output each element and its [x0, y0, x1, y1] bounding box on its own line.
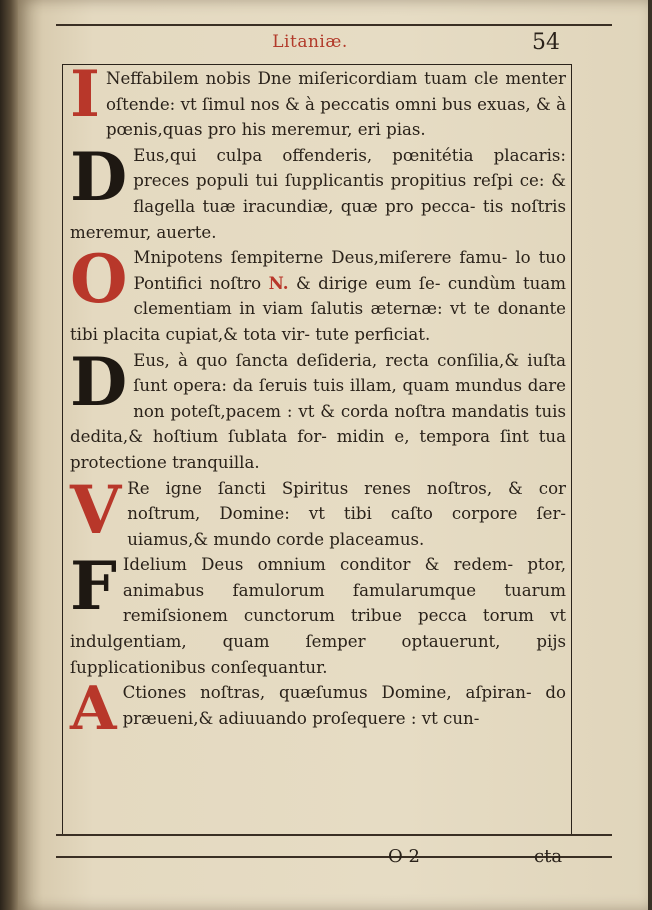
- prayer-text: Neffabilem nobis Dne miſericordiam tuam cle menter oſtende: vt ſimul nos & à peccatis omni bus exuas, & à pœnis,quas pro his meremur, eri pias.: [105, 69, 566, 140]
- prayer-text: Idelium Deus omnium conditor & redem- ptor, animabus famulorum famularumque tuarum remiſsionem cunctorum tribue pecca torum vt indulgentiam, quam ſemper optauerunt, pijs ſupplicationibus conſequantur.: [70, 555, 566, 677]
- prayer-4: [70, 342, 566, 476]
- running-head: Litaniæ.: [272, 32, 348, 52]
- prayer-text: Ctiones noſtras, quæſumus Domine, aſpiran- do præueni,& adiuuando proſequere : vt cun-: [122, 683, 566, 728]
- prayer-text-after: & dirige eum ſe- cundùm tuam clementiam in viam ſalutis æternæ: vt te donante tibi placita cupiat,& tota vir- tute perficiat.: [70, 273, 566, 344]
- footer-rule: [56, 856, 612, 858]
- prayer-1: [70, 57, 566, 143]
- prayer-text: Re igne ſancti Spiritus renes noſtros, & cor noſtrum, Domine: vt tibi caſto corpore ſer- uiamus,& mundo corde placeamus.: [127, 478, 566, 549]
- drop-capital: I: [70, 57, 100, 132]
- prayer-3: [70, 240, 566, 347]
- prayer-text: Eus,qui culpa offenderis, pœnitétia placaris: preces populi tui ſupplicantis propitius reſpi ce: & flagella tuæ iracundiæ, quæ pro pecca- tis noſtris meremur, auerte.: [70, 145, 566, 242]
- drop-capital: A: [70, 674, 117, 745]
- drop-capital: D: [70, 342, 128, 421]
- bottom-rule: [56, 834, 612, 836]
- drop-capital: F: [70, 547, 117, 626]
- drop-capital: O: [70, 240, 128, 319]
- prayer-6: [70, 547, 566, 680]
- prayer-7: [70, 674, 566, 745]
- page-body: [70, 57, 566, 745]
- prayer-text: [70, 240, 566, 347]
- name-placeholder-mark: N.: [268, 272, 289, 293]
- prayer-5: [70, 470, 566, 553]
- drop-capital: V: [70, 470, 122, 549]
- prayer-text: Eus, à quo ſancta deſideria, recta conſilia,& iuſta ſunt opera: da ſeruis tuis illam, quam mundus dare non poteſt,pacem : vt & corda noſtra mandatis tuis dedita,& hoſtium ſublata for- midin e, tempora ſint tua protectione tranquilla.: [70, 350, 566, 472]
- page-number: 54: [532, 30, 560, 55]
- prayer-text-before: Mnipotens ſempiterne Deus,miſerere famu- lo tuo Pontifici noſtro: [133, 248, 566, 293]
- drop-capital: D: [70, 137, 128, 216]
- top-rule: [56, 24, 612, 26]
- prayer-2: [70, 137, 566, 245]
- book-spine-shadow: [0, 0, 18, 910]
- catchword: cta: [534, 846, 563, 867]
- signature-mark: O 2: [388, 846, 420, 867]
